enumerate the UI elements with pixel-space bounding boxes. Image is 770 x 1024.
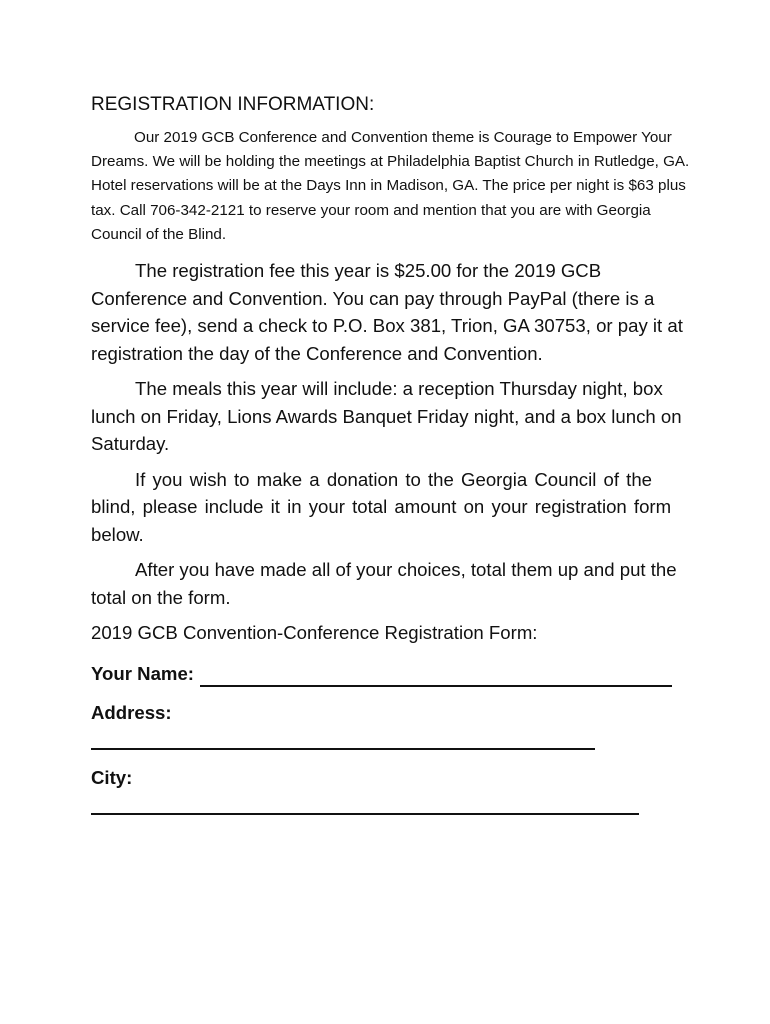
total-paragraph: After you have made all of your choices, total them up and put the total on the form.	[91, 559, 677, 608]
document-page	[91, 92, 691, 815]
intro-paragraph: Our 2019 GCB Conference and Convention theme is Courage to Empower Your Dreams. We will be holding the meetings at Philadelphia Baptist Church in Rutledge, GA. Hotel reservations will be at the Days Inn in Madison, GA. The price per night is $63 plus tax. Call 706-342-2121 to reserve your room and mention that you are with Georgia Council of the Blind.	[91, 129, 690, 243]
fee-paragraph: The registration fee this year is $25.00 for the 2019 GCB Conference and Convention. You can pay through PayPal (there is a service fee), send a check to P.O. Box 381, Trion, GA 30753, or pay it at registration the day of the Conference and Convention.	[91, 260, 683, 364]
name-input-line[interactable]	[200, 665, 672, 687]
name-field-row	[91, 660, 691, 687]
address-label: Address:	[91, 702, 172, 724]
meals-paragraph: The meals this year will include: a reception Thursday night, box lunch on Friday, Lions Awards Banquet Friday night, and a box lunch on Saturday.	[91, 378, 682, 455]
donation-paragraph: If you wish to make a donation to the Georgia Council of the blind, please include it in your total amount on your registration form below.	[91, 468, 672, 545]
city-label: City:	[91, 767, 133, 789]
name-label: Your Name:	[91, 663, 194, 685]
address-input-line[interactable]	[91, 726, 595, 750]
page-heading: REGISTRATION INFORMATION:	[91, 94, 375, 115]
city-input-line[interactable]	[91, 791, 639, 815]
form-title: 2019 GCB Convention-Conference Registration Form:	[91, 622, 538, 644]
